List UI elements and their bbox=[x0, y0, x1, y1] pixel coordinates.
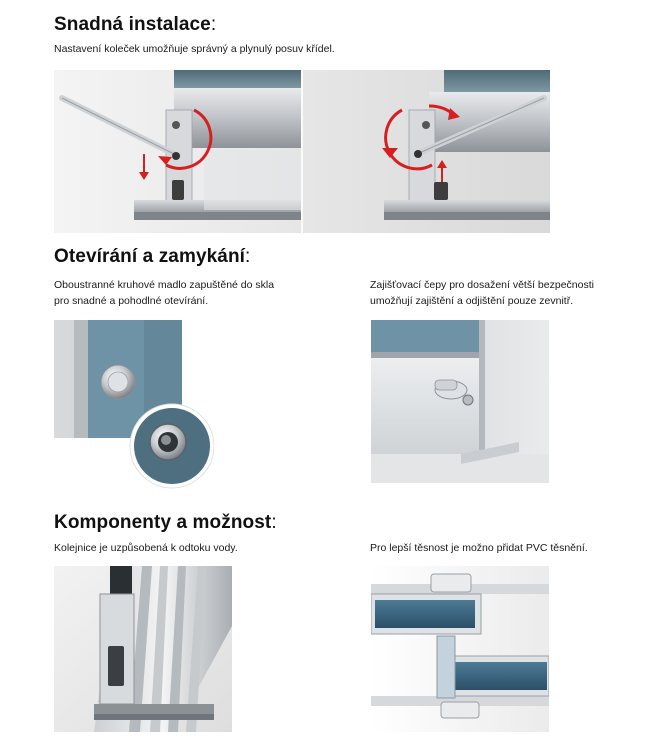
seal-photo bbox=[371, 566, 549, 732]
rail-photo bbox=[54, 566, 232, 732]
handle-description: Oboustranné kruhové madlo zapuštěné do skla pro snadné a pohodlné otevírání. bbox=[54, 279, 275, 307]
handle-photo bbox=[54, 320, 214, 492]
round-handle-icon bbox=[54, 320, 214, 492]
wheel-adjustment-icon bbox=[54, 70, 550, 233]
lock-description: Zajišťovací čepy pro dosažení větší bezpečnosti umožňují zajištění a odjištění pouze zevnitř. bbox=[370, 279, 594, 307]
pvc-seal-icon bbox=[371, 566, 549, 732]
locking-pin-icon bbox=[371, 320, 549, 483]
seal-description: Pro lepší těsnost je možno přidat PVC těsnění. bbox=[370, 542, 588, 554]
installation-photo bbox=[54, 70, 550, 233]
rail-description: Kolejnice je uzpůsobená k odtoku vody. bbox=[54, 542, 238, 554]
section-title-components: Komponenty a možnost: bbox=[54, 512, 277, 533]
installation-description: Nastavení koleček umožňuje správný a plynulý posuv křídel. bbox=[54, 43, 335, 55]
rail-profile-icon bbox=[54, 566, 232, 732]
lock-photo bbox=[371, 320, 549, 483]
section-title-opening: Otevírání a zamykání: bbox=[54, 246, 251, 267]
section-title-installation: Snadná instalace: bbox=[54, 14, 217, 35]
